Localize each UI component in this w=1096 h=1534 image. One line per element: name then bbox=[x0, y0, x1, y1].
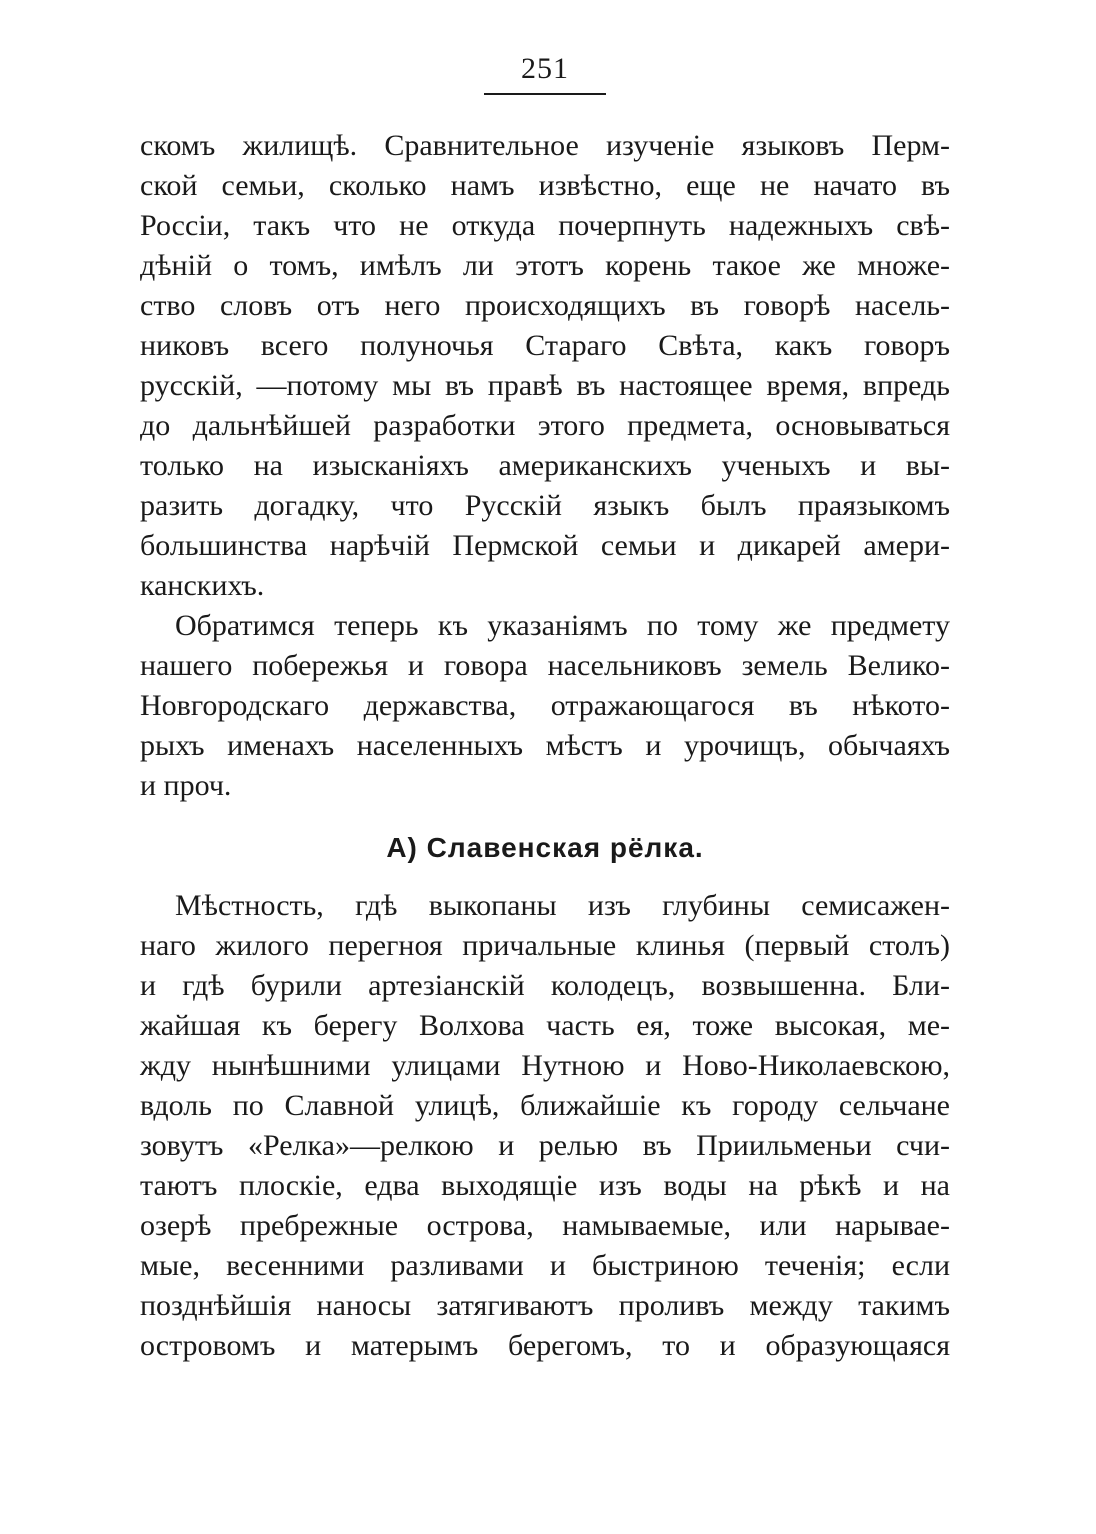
text-line: большинства нарѣчій Пермской семьи и дикарей амери- bbox=[140, 529, 950, 562]
text-line: озерѣ пребрежные острова, намываемые, или нарывае- bbox=[140, 1209, 950, 1242]
text-line: мые, весенними разливами и быстриною теченія; если bbox=[140, 1249, 950, 1282]
section-heading: А) Славенская рёлка. bbox=[386, 832, 704, 863]
text-line: Новгородскаго державства, отражающагося въ нѣкото- bbox=[140, 689, 950, 722]
text-line: вдоль по Славной улицѣ, ближайшіе къ городу сельчане bbox=[140, 1089, 950, 1122]
text-line: Обратимся теперь къ указаніямъ по тому же предмету bbox=[175, 609, 950, 642]
text-line: канскихъ. bbox=[140, 569, 265, 602]
text-line: разить догадку, что Русскій языкъ былъ праязыкомъ bbox=[140, 489, 950, 522]
text-line: зовутъ «Релка»—релкою и релью въ Приильменьи счи- bbox=[140, 1129, 950, 1162]
text-line: только на изысканіяхъ американскихъ ученыхъ и вы- bbox=[140, 449, 950, 482]
paragraph-2 bbox=[140, 606, 950, 806]
text-line: наго жилого перегноя причальные клинья (первый столъ) bbox=[140, 929, 950, 962]
text-line: и гдѣ бурили артезіанскій колодецъ, возвышенна. Бли- bbox=[140, 969, 950, 1002]
text-line: Мѣстность, гдѣ выкопаны изъ глубины семисажен- bbox=[175, 889, 950, 922]
text-line: ство словъ отъ него происходящихъ въ говорѣ насель- bbox=[140, 289, 950, 322]
page-number-rule bbox=[484, 93, 606, 95]
text-line: дѣній о томъ, имѣлъ ли этотъ корень такое же множе- bbox=[140, 249, 950, 282]
text-line: островомъ и матерымъ берегомъ, то и образующаяся bbox=[140, 1329, 950, 1362]
text-line: таютъ плоскіе, едва выходящіе изъ воды на рѣкѣ и на bbox=[140, 1169, 950, 1202]
text-line: ской семьи, сколько намъ извѣстно, еще не начато въ bbox=[140, 169, 950, 202]
paragraph-3 bbox=[140, 886, 950, 1366]
text-line: до дальнѣйшей разработки этого предмета, основываться bbox=[140, 409, 950, 442]
paragraph-1 bbox=[140, 126, 950, 606]
text-line: жайшая къ берегу Волхова часть ея, тоже высокая, ме- bbox=[140, 1009, 950, 1042]
text-line: нашего побережья и говора насельниковъ земель Велико- bbox=[140, 649, 950, 682]
page-number: 251 bbox=[521, 52, 569, 85]
text-line: никовъ всего полуночья Стараго Свѣта, какъ говоръ bbox=[140, 329, 950, 362]
text-line: скомъ жилищѣ. Сравнительное изученіе языковъ Перм- bbox=[140, 129, 950, 162]
text-line: рыхъ именахъ населенныхъ мѣстъ и урочищъ, обычаяхъ bbox=[140, 729, 950, 762]
text-line: жду нынѣшними улицами Нутною и Ново-Николаевскою, bbox=[140, 1049, 950, 1082]
text-line: позднѣйшія наносы затягиваютъ проливъ между такимъ bbox=[140, 1289, 950, 1322]
text-line: Россіи, такъ что не откуда почерпнуть надежныхъ свѣ- bbox=[140, 209, 950, 242]
text-line: и проч. bbox=[140, 769, 232, 802]
text-line: русскій, —потому мы въ правѣ въ настоящее время, впредь bbox=[140, 369, 950, 402]
